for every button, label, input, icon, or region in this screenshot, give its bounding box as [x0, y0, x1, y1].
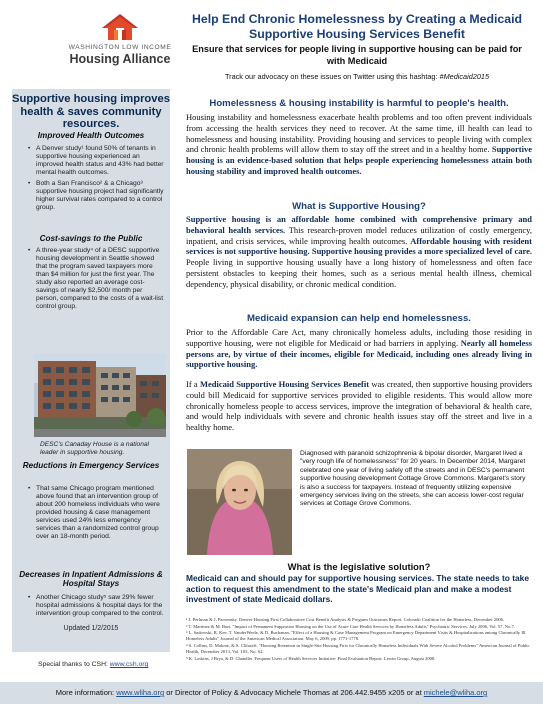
- health-list: [30, 145, 164, 215]
- emergency-list: [30, 485, 164, 544]
- email-link[interactable]: michele@wliha.org: [423, 688, 488, 697]
- paragraph-text: Prior to the Affordable Care Act, many chronically homeless adults, including those residing in supportive housing, were not eligible for Medicaid or had barriers in applying.: [186, 327, 532, 348]
- section-heading-cost: Cost-savings to the Public: [39, 234, 143, 243]
- section-heading-supportive: What is Supportive Housing?: [292, 201, 426, 212]
- section-heading-legislative: What is the legislative solution?: [287, 561, 431, 572]
- photo-caption: DESC's Canaday House is a national leader in supportive housing.: [40, 441, 150, 456]
- list-item: • Another Chicago study⁵ saw 29% fewer hospital admissions & hospital days for the intervention group compared to the control.: [30, 594, 164, 618]
- paragraph-medicaid-2: [186, 379, 532, 433]
- list-item: • Both a San Francisco² & a Chicago³ supportive housing project had significantly higher survival rates compared to a control group.: [30, 180, 164, 212]
- section-heading-health: Improved Health Outcomes: [37, 131, 145, 140]
- cost-list: [30, 247, 164, 314]
- paragraph-text: People living in supportive housing usually have a long history of homelessness and often face persistent obstacles to keeping their homes, such as a serious mental health illness, chemical dependency, physical disability, or chronic medical condition.: [186, 257, 532, 289]
- footnote: ³ L. Sadowski, R. Kee, T. VanderWeele, & D. Buchanan. "Effect of a Housing & Case Management Program on Emergency Department Visits & Hospitalizations among Chronically Ill Homeless Adults" Journal of the American Medical Association, May 6, 2009, pp. 1771-1778.: [186, 630, 526, 642]
- updated-date: Updated 1/2/2015: [63, 625, 119, 632]
- csh-link[interactable]: www.csh.org: [109, 661, 149, 668]
- inpatient-list: [30, 594, 164, 621]
- footer-contact: [0, 688, 543, 697]
- list-item: • A Denver study¹ found 50% of tenants in supportive housing experienced an improved health status and 43% had better mental health outcomes.: [30, 145, 164, 177]
- margaret-story: Diagnosed with paranoid schizophrenia & bipolar disorder, Margaret lived a "very rough life of homelessness" for 20 years. In December 2014, Margaret celebrated one year of living safely off the streets and in DESC's permanent supportive housing development Cottage Grove Commons. Margaret's story is also a success for taxpayers. Instead of frequently utilizing expensive emergency services living on the streets, she can access lower-cost regular services at Cottage Grove Commons.: [300, 450, 526, 508]
- list-item: • A three-year study⁴ of a DESC supportive housing development in Seattle showed that the program saved taxpayers more than $4 million for just the first year. The study also reported an average cost-savings of nearly $2,500/ month per person, compared to the costs of a wait-list control group.: [30, 247, 164, 311]
- page-subtitle: Ensure that services for people living in supportive housing can be paid for with Medicaid: [192, 44, 522, 66]
- logo-org-name: Housing Alliance: [69, 52, 171, 66]
- footnotes: [186, 617, 532, 662]
- footnote: ¹ J. Perlman & J. Parvensky. Denver Housing First Collaborative Cost Benefit Analysis & Program Outcomes Report. Colorado Coalition for the Homeless, December 2006.: [186, 617, 505, 622]
- paragraph-text: was created, then supportive housing providers could bill Medicaid for supportive services provided to eligible residents. This would allow more chronically homeless people to access services, improve the integration of behavioral & health care, and would help individuals with severe and chronic health issues stay off the street and live in a healthy home.: [186, 379, 533, 433]
- paragraph-supportive: [186, 214, 532, 290]
- section-heading-medicaid: Medicaid expansion can help end homelessness.: [247, 313, 471, 324]
- section-heading-inpatient: Decreases in Inpatient Admissions & Hospital Stays: [19, 570, 163, 589]
- paragraph-text: If a: [186, 379, 200, 389]
- logo-org-state: WASHINGTON LOW INCOME: [68, 44, 172, 51]
- paragraph-emphasis: Medicaid Supportive Housing Services Benefit: [199, 379, 370, 389]
- paragraph-text: This research-proven model reduces utilization of costly emergency, inpatient, and crisis services, while improving health outcomes.: [186, 224, 532, 246]
- thanks-note: [38, 661, 148, 668]
- portrait-image: [187, 449, 292, 555]
- website-link[interactable]: www.wliha.org: [116, 688, 165, 697]
- footer-prefix: More information:: [55, 688, 117, 697]
- list-item: • That same Chicago program mentioned above found that an intervention group of about 200 homeless individuals who were provided housing & case management services used 24% less emergency services than a randomized control group over an 18-month period.: [30, 485, 164, 541]
- paragraph-emphasis: Nearly all homeless persons are, by virtue of their incomes, eligible for Medicaid, including ones already living in supportive housing.: [186, 337, 532, 370]
- footnote: ⁴ S. Collins, D. Malone, & S. Clifasefi. "Housing Retention in Single-Site Housing First for Chronically Homeless Individuals With Severe Alcohol Problems" American Journal of Public Health, December 2013, Vol. 103, No. S2.: [186, 643, 530, 654]
- paragraph-health-harm: [186, 112, 532, 177]
- footnote: ⁵ K. Laskins, J Brya, & D. Chandler. Frequent Users of Health Services Initiative: Final Evaluation Report. Lewin Group, August 2008.: [186, 655, 436, 661]
- section-heading-emergency: Reductions in Emergency Services: [22, 461, 160, 470]
- paragraph-medicaid-1: [186, 327, 532, 370]
- footer-middle: or Director of Policy & Advocacy Michele Thomas at 206.442.9455 x205 or at: [164, 688, 424, 697]
- paragraph-emphasis: Supportive housing is an affordable home combined with comprehensive primary and behavioral health services.: [186, 214, 532, 235]
- footnote: ² T. Martinez & M. Burt. "Impact of Permanent Supportive Housing on the Use of Acute Care Health Services by Homeless Adults" Psychiatric Services, July 2006, Vol. 57, No.7.: [186, 623, 515, 629]
- paragraph-emphasis: Affordable housing with resident services is not supportive housing. Supportive housing provides a more specialized level of care.: [186, 235, 532, 257]
- sidebar-panel: [12, 89, 170, 652]
- sidebar-title: Supportive housing improves health & saves community resources.: [12, 93, 170, 131]
- canaday-house-photo: [34, 353, 166, 437]
- section-heading-health-harm: Homelessness & housing instability is harmful to people's health.: [209, 98, 509, 109]
- building-image: [34, 353, 166, 437]
- twitter-track-line: [182, 72, 532, 81]
- legislative-text: Medicaid can and should pay for supportive housing services. The state needs to take action to request this amendment to the state's Medicaid plan and make a modest investment of state Medicaid dollars.: [186, 573, 529, 605]
- house-logo-icon: [100, 14, 140, 42]
- paragraph-text: Housing instability and homelessness exacerbate health problems and too often prevent individuals from accessing the health services they need to recover. At the same time, ill health can lead to homelessness and housing instability. Providing housing and services to people living with complex and chronic health problems will allow them to stay off the street and in a healthy home.: [186, 112, 532, 155]
- margaret-photo: [187, 449, 292, 555]
- page-title: Help End Chronic Homelessness by Creating a Medicaid Supportive Housing Services Benefit: [191, 12, 523, 41]
- footer-bar: [0, 682, 543, 704]
- track-prefix: Track our advocacy on these issues on Twitter using this hashtag:: [224, 72, 440, 81]
- organization-logo: [50, 14, 190, 66]
- hashtag: #Medicaid2015: [439, 72, 490, 81]
- paragraph-emphasis: Supportive housing is an evidence-based solution that helps people experiencing homelessness attain both housing stability and improved health outcomes.: [186, 144, 532, 176]
- thanks-prefix: Special thanks to CSH:: [38, 661, 110, 668]
